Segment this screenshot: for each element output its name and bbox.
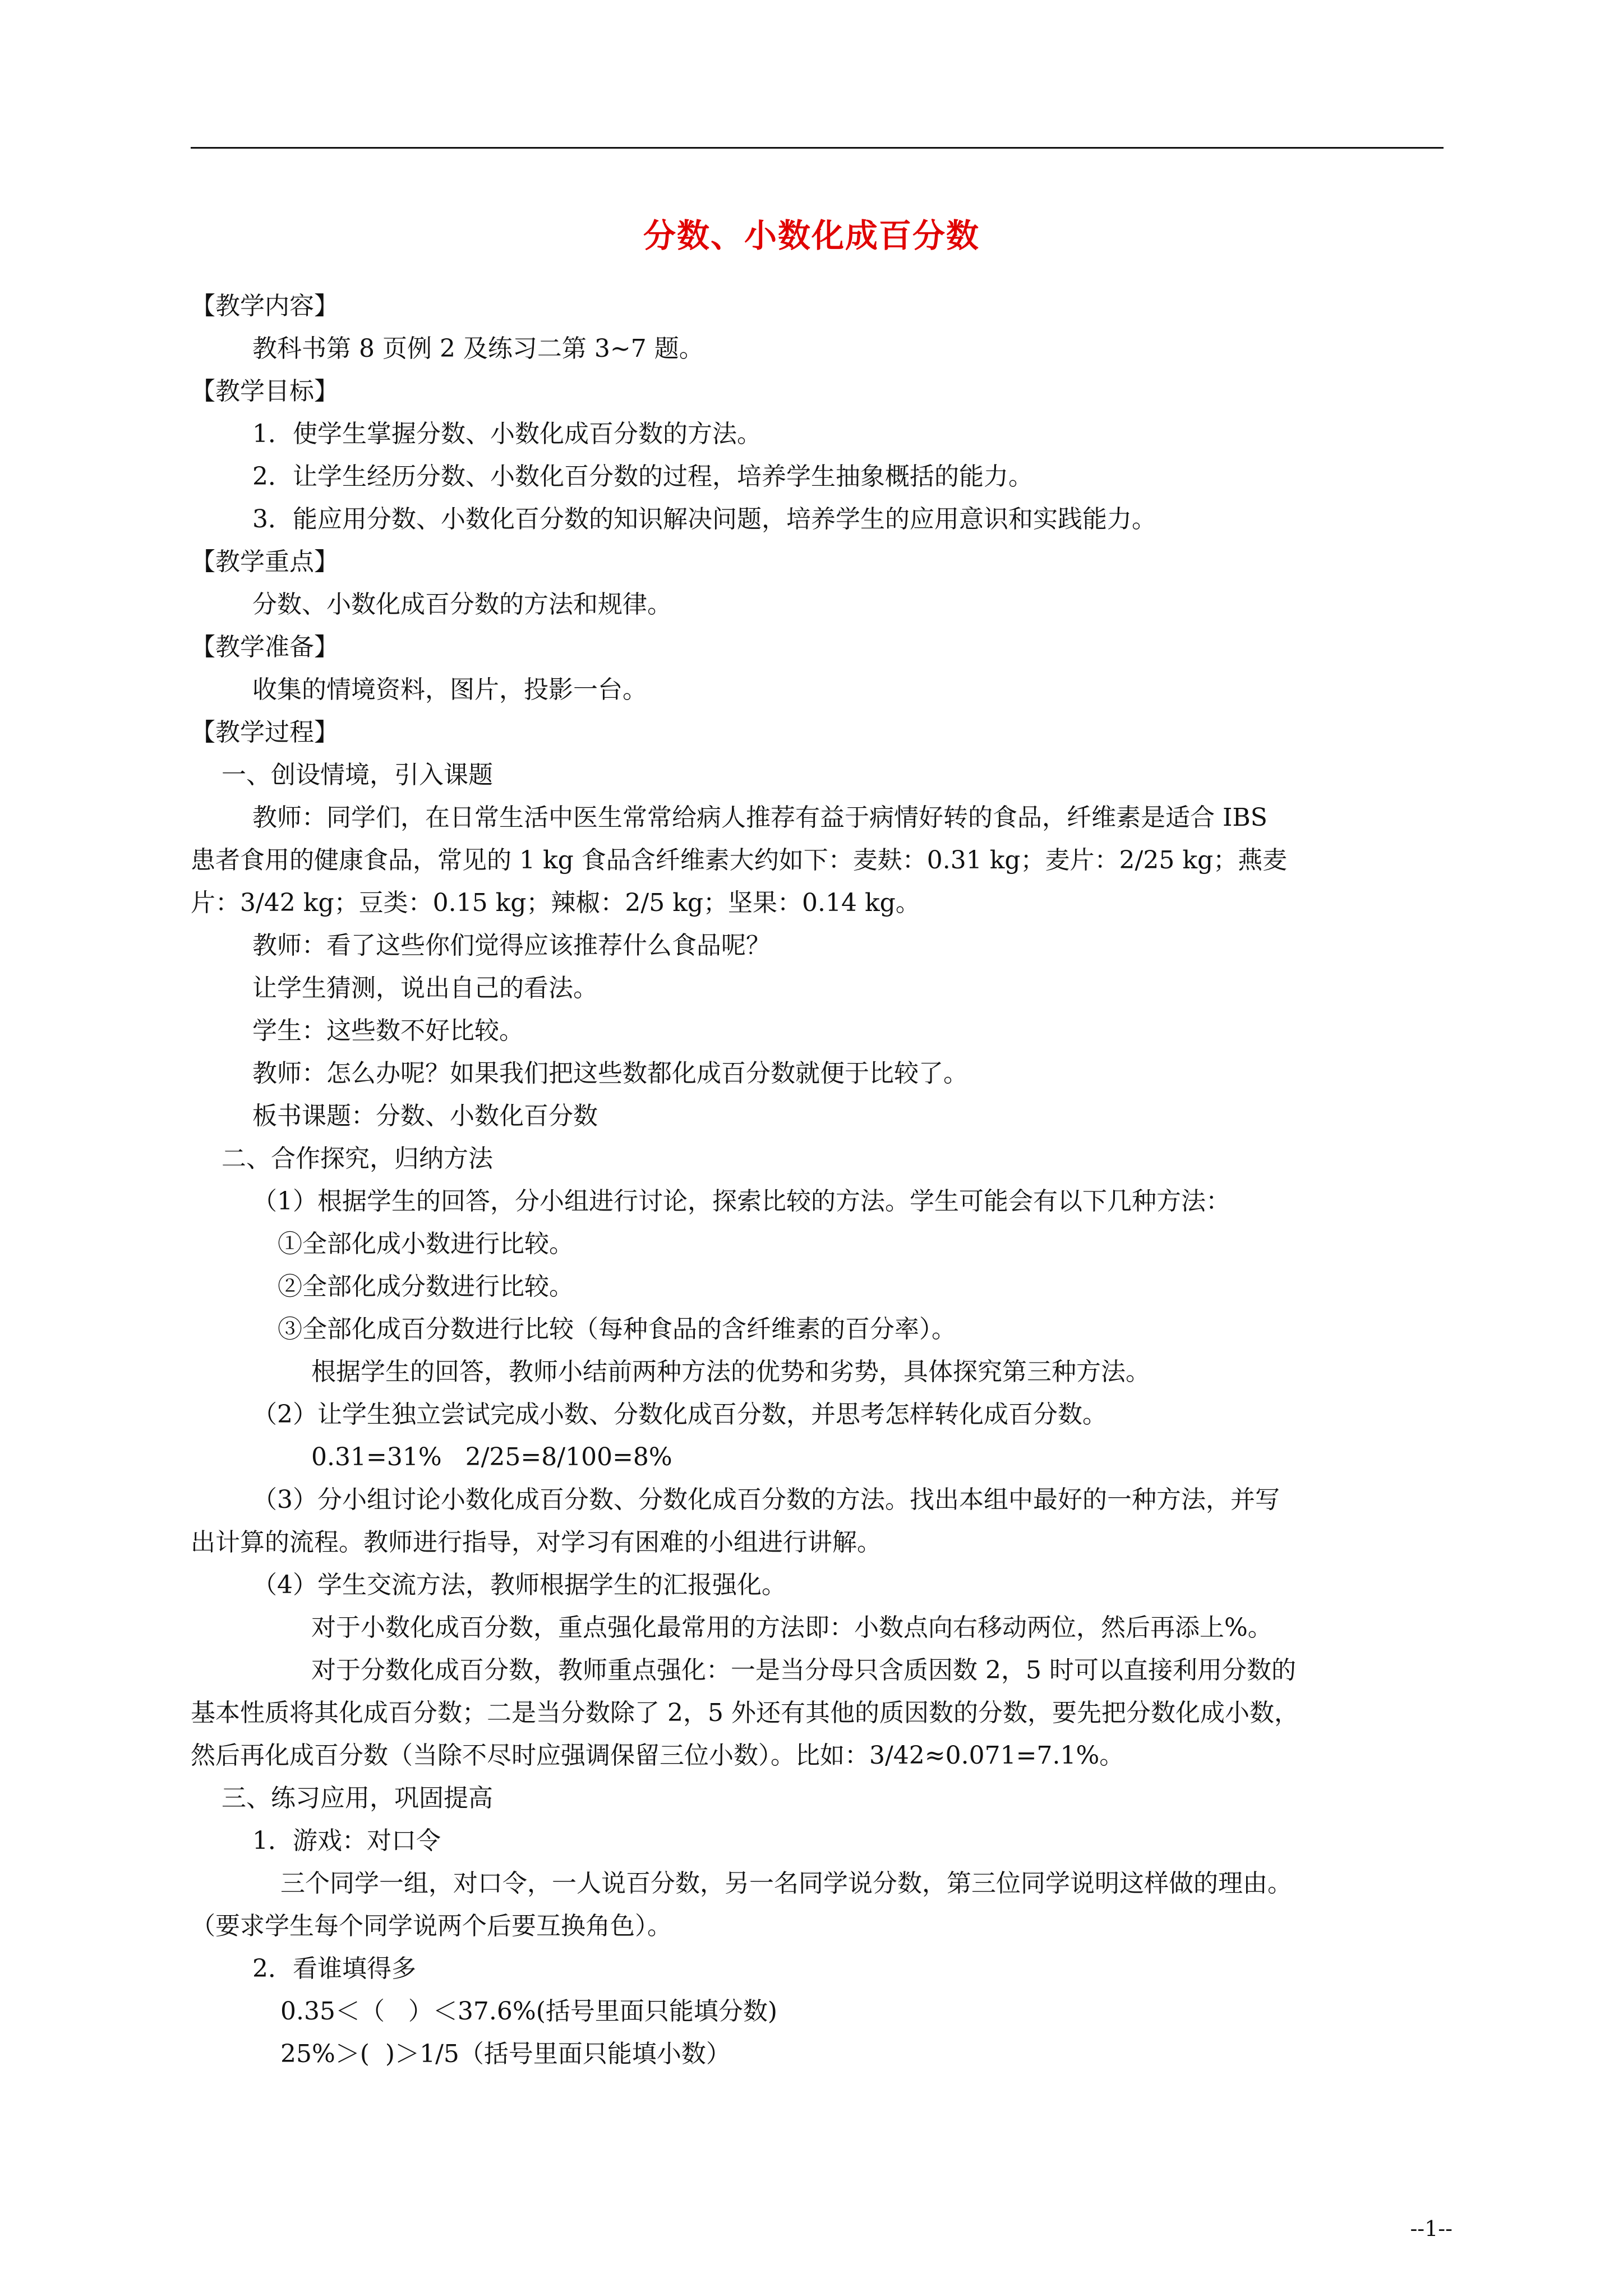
body-line: （2）让学生独立尝试完成小数、分数化成百分数，并思考怎样转化成百分数。 [252, 1400, 1107, 1429]
body-line: （1）根据学生的回答，分小组进行讨论，探索比较的方法。学生可能会有以下几种方法： [252, 1187, 1230, 1216]
body-line: 教师：怎么办呢？如果我们把这些数都化成百分数就便于比较了。 [252, 1059, 968, 1088]
body-line: 出计算的流程。教师进行指导，对学习有困难的小组进行讲解。 [191, 1528, 882, 1557]
body-line: 【教学重点】 [191, 547, 339, 576]
body-line: 基本性质将其化成百分数；二是当分数除了 2，5 外还有其他的质因数的分数，要先把分数化成小数， [191, 1699, 1299, 1727]
page-number: --1-- [1410, 2216, 1453, 2241]
body-line: ①全部化成小数进行比较。 [278, 1230, 574, 1258]
body-line: 让学生猜测，说出自己的看法。 [252, 974, 598, 1002]
body-line: 对于分数化成百分数，教师重点强化：一是当分母只含质因数 2，5 时可以直接利用分数的 [311, 1656, 1296, 1685]
body-line: 【教学内容】 [191, 292, 339, 320]
body-line: （4）学生交流方法，教师根据学生的汇报强化。 [252, 1571, 786, 1599]
body-line: 3．能应用分数、小数化百分数的知识解决问题，培养学生的应用意识和实践能力。 [252, 505, 1156, 533]
body-line: 分数、小数化成百分数的方法和规律。 [252, 590, 672, 619]
body-line: 三个同学一组，对口令，一人说百分数，另一名同学说分数，第三位同学说明这样做的理由。 [280, 1869, 1292, 1898]
body-line: 患者食用的健康食品，常见的 1 kg 食品含纤维素大约如下：麦麸：0.31 kg；麦片：2/25 kg；燕麦 [191, 846, 1288, 875]
body-line: 学生：这些数不好比较。 [252, 1016, 524, 1045]
header-rule [191, 147, 1444, 149]
body-line: 1．游戏：对口令 [252, 1826, 441, 1855]
body-line: 2．看谁填得多 [252, 1954, 416, 1983]
body-line: 1．使学生掌握分数、小数化成百分数的方法。 [252, 420, 762, 448]
body-line: ②全部化成分数进行比较。 [278, 1272, 574, 1301]
body-line: 对于小数化成百分数，重点强化最常用的方法即：小数点向右移动两位，然后再添上%。 [311, 1613, 1272, 1642]
body-line: 三、练习应用，巩固提高 [222, 1784, 493, 1812]
body-line: （要求学生每个同学说两个后要互换角色）。 [191, 1912, 672, 1940]
body-line: 然后再化成百分数（当除不尽时应强调保留三位小数）。比如：3/42≈0.071=7.1%。 [191, 1741, 1124, 1770]
body-line: 【教学过程】 [191, 718, 339, 747]
body-line: 片：3/42 kg；豆类：0.15 kg；辣椒：2/5 kg；坚果：0.14 kg。 [191, 889, 920, 917]
document-body [191, 285, 1444, 2076]
body-line: 教师：同学们，在日常生活中医生常常给病人推荐有益于病情好转的食品，纤维素是适合 IBS [252, 803, 1267, 832]
body-line: ③全部化成百分数进行比较（每种食品的含纤维素的百分率）。 [278, 1315, 956, 1343]
body-line: 2．让学生经历分数、小数化百分数的过程，培养学生抽象概括的能力。 [252, 462, 1033, 491]
body-line: 0.35＜（ ）＜37.6%(括号里面只能填分数) [280, 1997, 778, 2026]
body-line: 一、创设情境，引入课题 [222, 761, 493, 789]
body-line: 二、合作探究，归纳方法 [222, 1144, 493, 1173]
body-line: 收集的情境资料，图片，投影一台。 [252, 675, 647, 704]
body-line: 教科书第 8 页例 2 及练习二第 3~7 题。 [252, 334, 704, 363]
body-line: 0.31=31% 2/25=8/100=8% [311, 1443, 672, 1471]
body-line: 板书课题：分数、小数化百分数 [252, 1102, 598, 1130]
body-line: 25%＞( )＞1/5（括号里面只能填小数） [280, 2040, 731, 2068]
body-line: 教师：看了这些你们觉得应该推荐什么食品呢？ [252, 931, 771, 960]
document-title: 分数、小数化成百分数 [643, 217, 980, 255]
body-line: 根据学生的回答，教师小结前两种方法的优势和劣势，具体探究第三种方法。 [311, 1358, 1150, 1386]
body-line: 【教学准备】 [191, 633, 339, 661]
body-line: 【教学目标】 [191, 377, 339, 406]
body-line: （3）分小组讨论小数化成百分数、分数化成百分数的方法。找出本组中最好的一种方法，并写 [252, 1485, 1280, 1514]
